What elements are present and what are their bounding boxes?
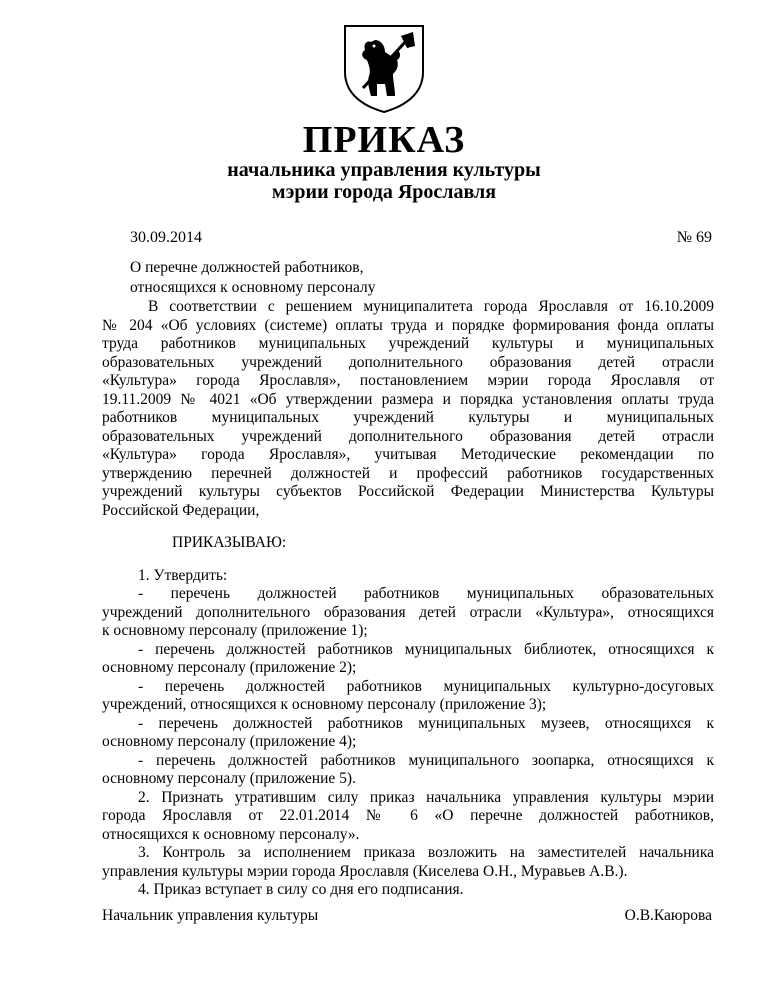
preamble-line: 19.11.2009 № 4021 «Об утверждении размера и порядка установления оплаты труда (102, 390, 714, 408)
preamble-line: «Культура» города Ярославля», постановлением мэрии города Ярославля от (102, 372, 714, 389)
preamble-line: образовательных учреждений дополнительного образования детей отрасли (102, 353, 714, 371)
item-line: относящихся к основному персоналу». (102, 825, 360, 843)
document-body (102, 298, 714, 900)
signatory-name: О.В.Каюрова (624, 907, 712, 924)
preamble-line: № 204 «Об условиях (системе) оплаты труда и порядке формирования фонда оплаты (102, 316, 714, 334)
order-word: ПРИКАЗЫВАЮ: (172, 534, 287, 551)
subject-line: О перечне должностей работников, (130, 259, 364, 276)
preamble-line: Российской Федерации, (102, 501, 260, 519)
preamble-line: труда работников муниципальных учреждений культуры и муниципальных (102, 335, 714, 352)
item-line: города Ярославля от 22.01.2014 № 6 «О перечне должностей работников, (102, 807, 714, 824)
item-line: учреждений дополнительного образования детей отрасли «Культура», относящихся (102, 603, 714, 621)
item-line: - перечень должностей работников муниципальных культурно-досуговых (138, 677, 714, 695)
preamble-line: образовательных учреждений дополнительного образования детей отрасли (102, 427, 714, 445)
preamble-line: утверждению перечней должностей и профессий работников государственных (102, 464, 714, 482)
item-line: основному персоналу (приложение 4); (102, 733, 357, 750)
item-line: 4. Приказ вступает в силу со дня его подписания. (138, 881, 464, 898)
item-line: управления культуры мэрии города Ярославля (Киселева О.Н., Муравьев А.В.). (102, 862, 628, 880)
document-date: 30.09.2014 (130, 229, 202, 246)
issuer-line-2: мэрии города Ярославля (271, 181, 497, 203)
document-subject (130, 258, 376, 298)
item-line: - перечень должностей работников муниципальных музеев, относящихся к (138, 714, 714, 732)
preamble-line: работников муниципальных учреждений культуры и муниципальных (102, 409, 714, 426)
document-number: № 69 (676, 229, 712, 246)
document-title: ПРИКАЗ (302, 119, 466, 161)
item-line: - перечень должностей работников муниципальных библиотек, относящихся к (138, 640, 714, 658)
item-line: основному персоналу (приложение 5). (102, 770, 356, 787)
preamble-line: «Культура» города Ярославля», учитывая Методические рекомендации по (102, 446, 714, 463)
preamble-line: В соответствии с решением муниципалитета города Ярославля от 16.10.2009 (148, 298, 714, 315)
issuer-line-1: начальника управления культуры (227, 159, 541, 181)
item-line: 2. Признать утратившим силу приказ начальника управления культуры мэрии (138, 788, 714, 806)
item-line: - перечень должностей работников муниципальных образовательных (138, 585, 714, 602)
preamble (102, 298, 714, 520)
signatory-position: Начальник управления культуры (102, 907, 319, 924)
item-line: 3. Контроль за исполнением приказа возложить на заместителей начальника (138, 844, 714, 861)
item-line: - перечень должностей работников муниципального зоопарка, относящихся к (138, 751, 714, 769)
order-items (102, 567, 714, 900)
yaroslavl-coat-of-arms-icon (341, 22, 427, 114)
preamble-line: учреждений культуры субъектов Российской Федерации Министерства Культуры (102, 483, 714, 500)
item-line: 1. Утвердить: (138, 566, 228, 584)
item-line: основному персоналу (приложение 2); (102, 659, 357, 676)
item-line: учреждений, относящихся к основному персоналу (приложение 3); (102, 696, 547, 713)
subject-line: относящихся к основному персоналу (130, 279, 376, 296)
item-line: к основному персоналу (приложение 1); (102, 622, 368, 639)
